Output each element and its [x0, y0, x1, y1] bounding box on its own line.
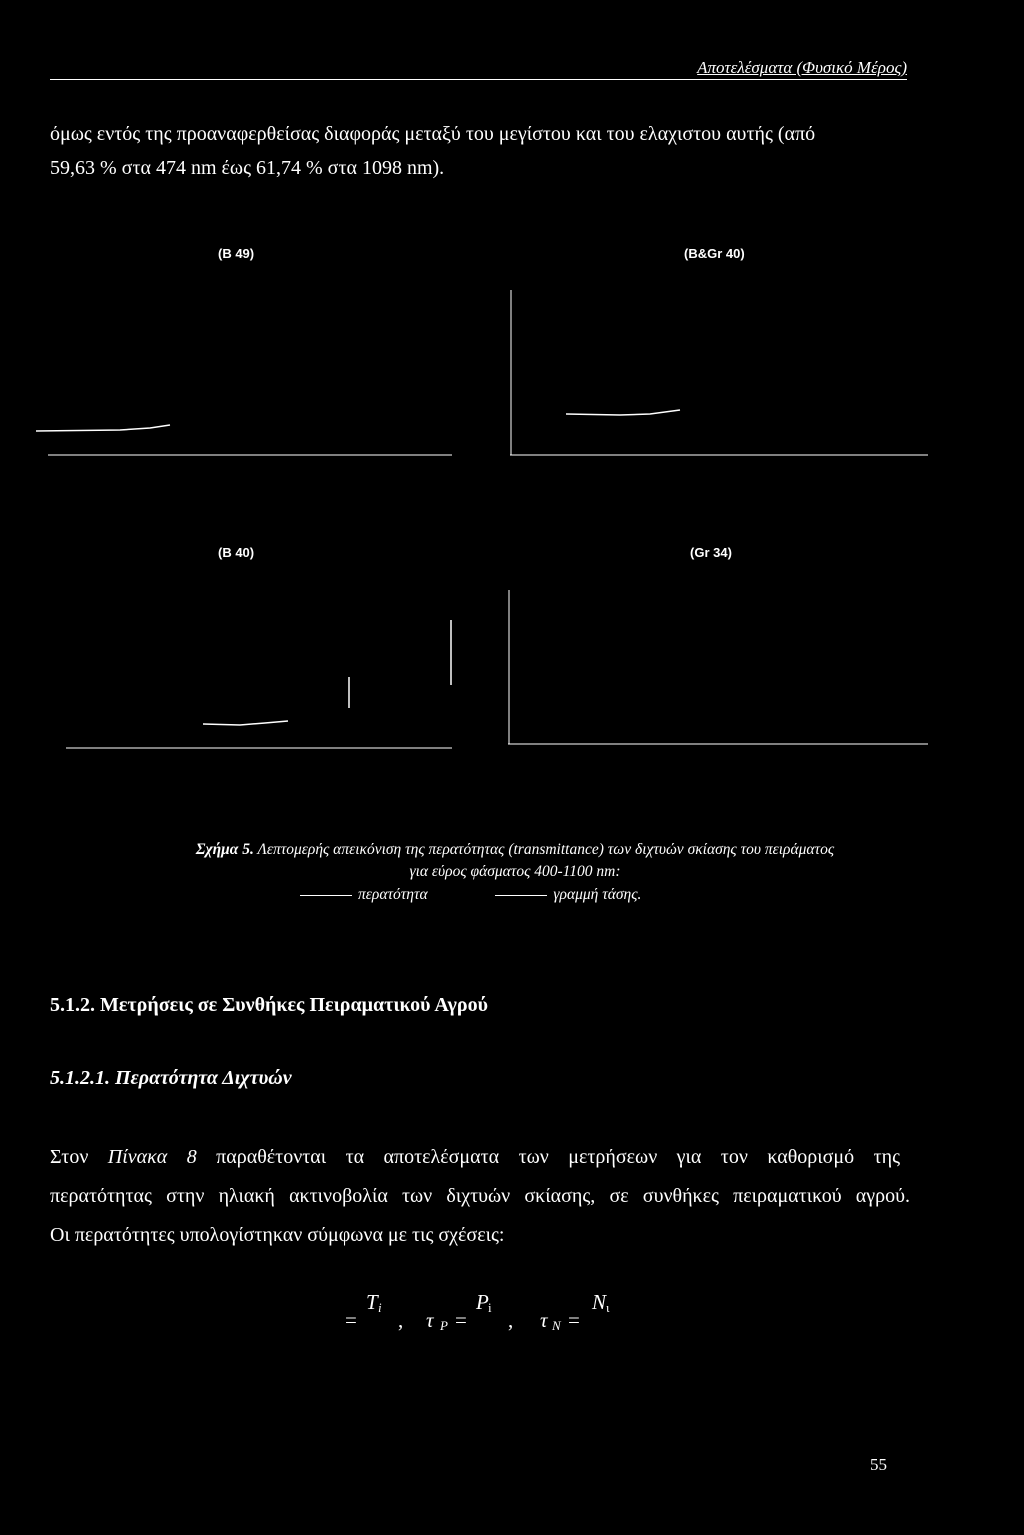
figure-legend: [300, 884, 700, 905]
formula-sep-2: ,: [508, 1308, 514, 1332]
panel-title-bgr40: (B&Gr 40): [684, 246, 745, 261]
section-heading: 5.1.2. Μετρήσεις σε Συνθήκες Πειραματικού Αγρού: [50, 994, 488, 1016]
panel-title-b40: (B 40): [218, 545, 255, 560]
page-number: 55: [870, 1455, 887, 1474]
panel-title-b49: (B 49): [218, 246, 255, 261]
body-line-2: περατότητας στην ηλιακή ακτινοβολία των διχτυών σκίασης, σε συνθήκες πειραματικού αγρού.: [50, 1185, 910, 1207]
formula-N-sub: ι: [606, 1300, 610, 1315]
body-line-1-a: Στον: [50, 1146, 108, 1168]
formula-tau-n-sub: N: [552, 1318, 561, 1333]
formula-tau-n: τ: [540, 1308, 548, 1332]
formula-eq-3: =: [568, 1308, 580, 1332]
formula-eq-2: =: [455, 1308, 467, 1332]
running-header: Αποτελέσματα (Φυσικό Μέρος): [697, 58, 907, 77]
panel-bgr40: [510, 290, 928, 455]
formula-sep-1: ,: [398, 1308, 404, 1332]
legend-transmittance: περατότητα: [358, 886, 428, 903]
figure-caption-line-1: [60, 839, 970, 860]
body-line-3: Οι περατότητες υπολογίστηκαν σύμφωνα με τις σχέσεις:: [50, 1224, 505, 1246]
formula-tau-p-sub: P: [440, 1318, 448, 1333]
caption-text-1: Λεπτομερής απεικόνιση της περατότητας (transmittance) των διχτυών σκίασης του πειράματος: [257, 841, 835, 858]
formula-T: T: [366, 1290, 378, 1314]
legend-trend: γραμμή τάσης.: [553, 886, 642, 903]
formula-tau-p: τ: [426, 1308, 434, 1332]
formula-eq-1: =: [345, 1308, 357, 1332]
intro-line-1: όμως εντός της προαναφερθείσας διαφοράς μεταξύ του μεγίστου και του ελαχιστου αυτής (από: [50, 123, 816, 145]
legend-line-transmittance: [300, 895, 352, 896]
panel-gr34: [508, 590, 928, 744]
figure-label: Σχήμα 5.: [195, 841, 254, 858]
body-line-1-b: παραθέτονται τα αποτελέσματα των μετρήσεων για τον καθορισμό της: [196, 1146, 901, 1168]
body-line-1: [50, 1141, 900, 1174]
transmittance-line-bgr40: [566, 410, 680, 415]
legend-line-trend: [495, 895, 547, 896]
table-reference: Πίνακα 8: [107, 1146, 197, 1168]
transmittance-line-b40: [203, 721, 288, 725]
intro-line-2: 59,63 % στα 474 nm έως 61,74 % στα 1098 nm).: [50, 157, 445, 179]
figure-caption-line-2: για εύρος φάσματος 400-1100 nm:: [409, 863, 621, 880]
panel-b49: [36, 425, 452, 455]
transmittance-line-b49: [36, 425, 170, 431]
subsection-heading: 5.1.2.1. Περατότητα Διχτυών: [50, 1067, 292, 1089]
formula-T-sub: i: [378, 1300, 382, 1315]
formula-P-sub: i: [488, 1300, 492, 1315]
formula-N: N: [592, 1290, 607, 1314]
panel-title-gr34: (Gr 34): [690, 545, 732, 560]
formula-P: P: [476, 1290, 489, 1314]
panel-b40: [66, 620, 452, 748]
